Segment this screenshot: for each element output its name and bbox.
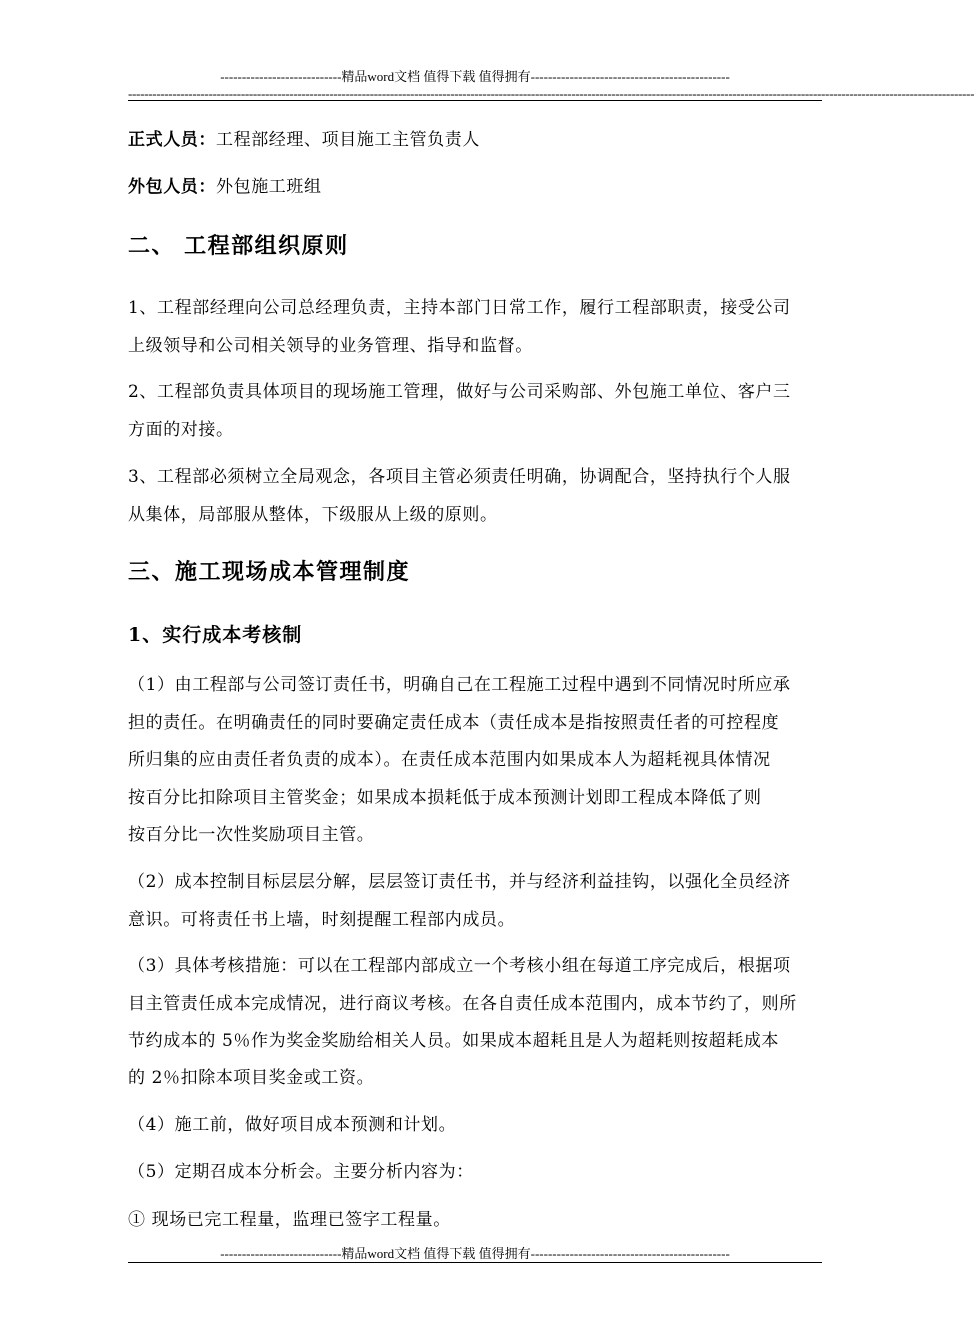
s3-a-line5: 按百分比一次性奖励项目主管。 bbox=[128, 825, 375, 845]
s3-a-line2: 担的责任。在明确责任的同时要确定责任成本（责任成本是指按照责任者的可控程度 bbox=[128, 713, 780, 733]
footer-rule bbox=[128, 1262, 822, 1263]
s3-e-line: （5）定期召成本分析会。主要分析内容为： bbox=[128, 1162, 474, 1182]
s3-d-line: （4）施工前，做好项目成本预测和计划。 bbox=[128, 1115, 457, 1135]
s3-b-line1: （2）成本控制目标层层分解，层层签订责任书，并与经济利益挂钩，以强化全员经济 bbox=[128, 872, 791, 892]
s3-c-line4: 的 2％扣除本项目奖金或工资。 bbox=[128, 1068, 375, 1088]
s3-b-line2: 意识。可将责任书上墙，时刻提醒工程部内成员。 bbox=[128, 910, 516, 930]
outsourced-staff-value: 外包施工班组 bbox=[216, 177, 322, 197]
s3-c-line3: 节约成本的 5％作为奖金奖励给相关人员。如果成本超耗且是人为超耗则按超耗成本 bbox=[128, 1031, 780, 1051]
outsourced-staff-label: 外包人员： bbox=[128, 177, 216, 197]
section-3-heading: 三、施工现场成本管理制度 bbox=[128, 559, 411, 585]
section-2-heading: 二、 工程部组织原则 bbox=[128, 233, 349, 259]
header-rule bbox=[128, 100, 822, 101]
formal-staff-value: 工程部经理、项目施工主管负责人 bbox=[216, 130, 480, 150]
s3-c-line1: （3）具体考核措施：可以在工程部内部成立一个考核小组在每道工序完成后，根据项 bbox=[128, 956, 791, 976]
s2-p3-line2: 从集体，局部服从整体，下级服从上级的原则。 bbox=[128, 505, 498, 525]
section-3-subheading: 1、实行成本考核制 bbox=[128, 624, 303, 646]
s3-a-line3: 所归集的应由责任者负责的成本）。在责任成本范围内如果成本人为超耗视具体情况 bbox=[128, 750, 771, 770]
outsourced-staff-line bbox=[128, 172, 828, 197]
s3-c-line2: 目主管责任成本完成情况，进行商议考核。在各自责任成本范围内，成本节约了，则所 bbox=[128, 994, 797, 1014]
s3-a-line1: （1）由工程部与公司签订责任书，明确自己在工程施工过程中遇到不同情况时所应承 bbox=[128, 675, 791, 695]
s2-p2-line1: 2、工程部负责具体项目的现场施工管理，做好与公司采购部、外包施工单位、客户三 bbox=[128, 382, 791, 402]
s2-p1-line1: 1、工程部经理向公司总经理负责，主持本部门日常工作，履行工程部职责，接受公司 bbox=[128, 298, 791, 318]
header-dashes: ------------------------------------------------------------------------------------------------------------------------------------------------------------------------------------------------------------------ bbox=[128, 86, 974, 101]
formal-staff-line bbox=[128, 125, 828, 150]
s3-a-line4: 按百分比扣除项目主管奖金；如果成本损耗低于成本预测计划即工程成本降低了则 bbox=[128, 788, 762, 808]
s2-p1-line2: 上级领导和公司相关领导的业务管理、指导和监督。 bbox=[128, 336, 533, 356]
s2-p2-line2: 方面的对接。 bbox=[128, 420, 234, 440]
footer-banner: ----------------------------精品word文档 值得下载 值得拥有---------------------------------------------- bbox=[220, 1246, 730, 1261]
s2-p3-line1: 3、工程部必须树立全局观念，各项目主管必须责任明确，协调配合，坚持执行个人服 bbox=[128, 467, 791, 487]
formal-staff-label: 正式人员： bbox=[128, 130, 216, 150]
s3-f-line: ① 现场已完工程量，监理已签字工程量。 bbox=[128, 1210, 451, 1230]
header-banner: ----------------------------精品word文档 值得下载 值得拥有---------------------------------------------- bbox=[220, 69, 730, 84]
